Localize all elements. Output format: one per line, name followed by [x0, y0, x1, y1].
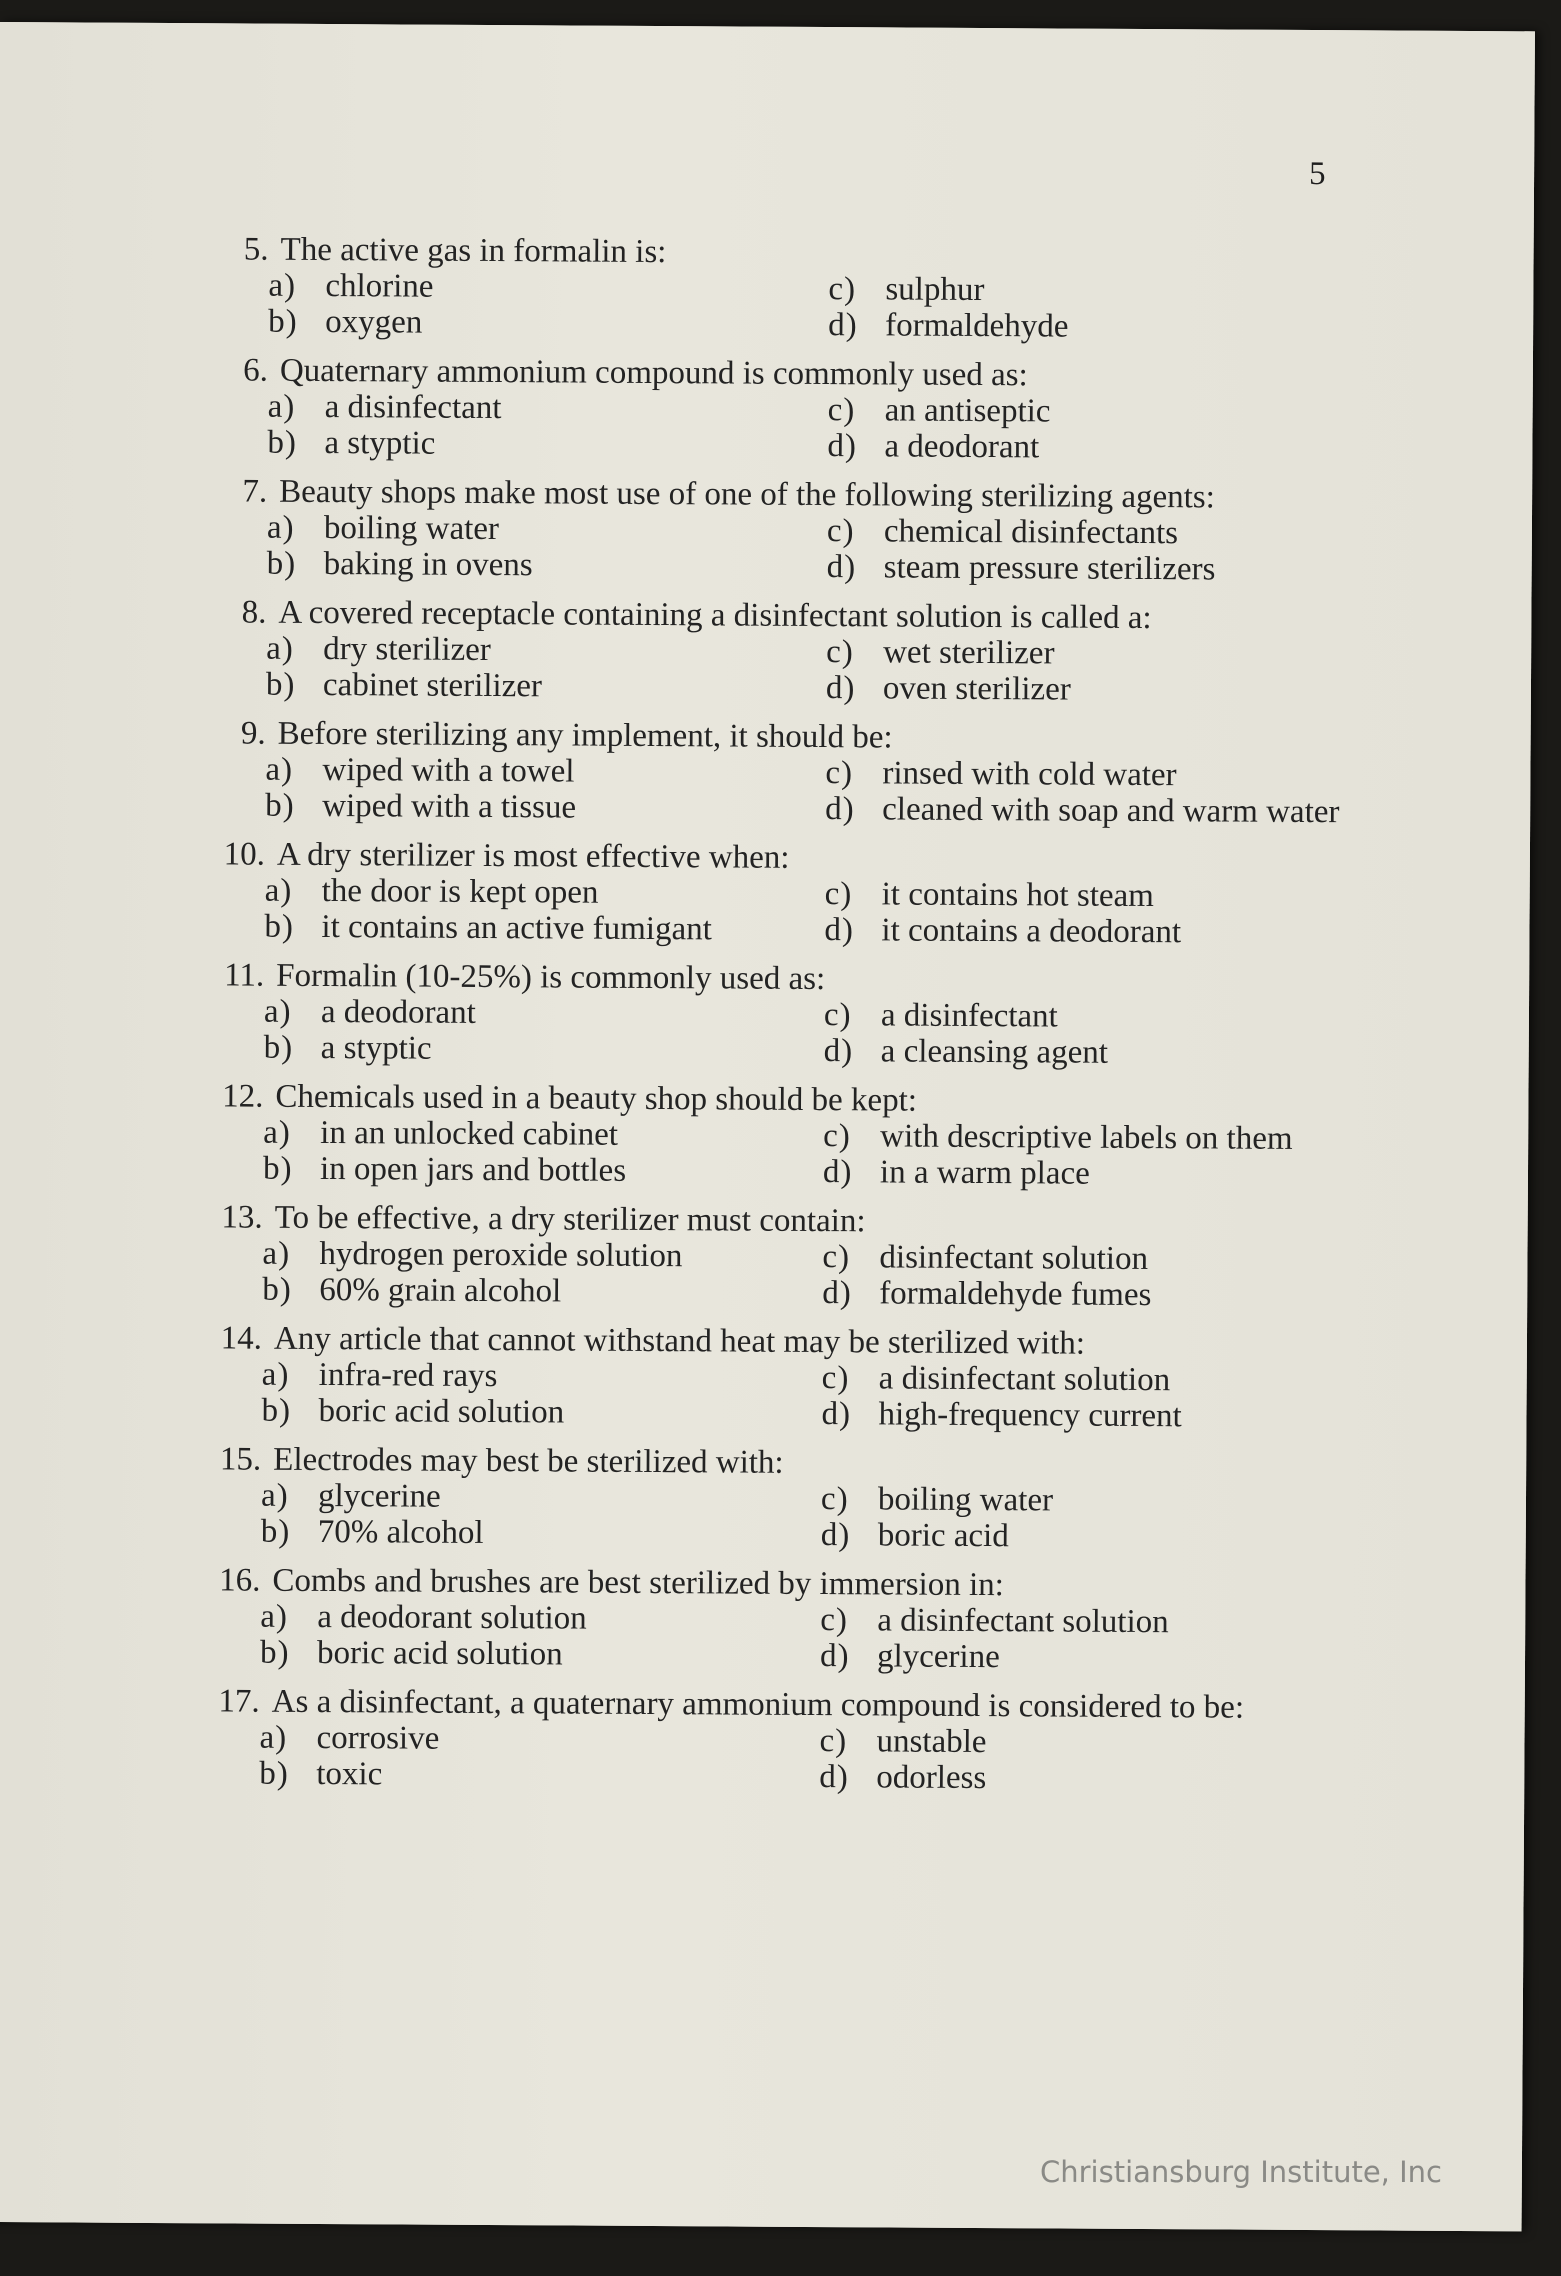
answer-option	[267, 425, 827, 464]
option-text: a cleansing agent	[880, 1033, 1109, 1071]
option-text: corrosive	[316, 1719, 440, 1757]
answer-option	[268, 268, 828, 307]
option-letter: c)	[821, 1360, 850, 1397]
answer-options	[260, 1599, 1320, 1677]
option-letter: b)	[261, 1392, 292, 1429]
option-letter: d)	[822, 1154, 853, 1191]
option-letter: c)	[819, 1723, 848, 1760]
option-text: toxic	[316, 1755, 383, 1793]
answer-option	[264, 1030, 824, 1069]
option-text: glycerine	[876, 1638, 1000, 1676]
option-text: cabinet sterilizer	[322, 666, 543, 705]
option-text: formaldehyde	[885, 307, 1069, 345]
option-text: sulphur	[885, 271, 985, 309]
answer-option	[820, 1638, 1380, 1677]
option-text: a disinfectant solution	[877, 1602, 1169, 1641]
option-text: the door is kept open	[321, 872, 599, 911]
answer-option	[266, 631, 826, 670]
question-number: 12.	[222, 1078, 264, 1115]
option-text: a deodorant solution	[317, 1598, 587, 1637]
question-item	[191, 1320, 1322, 1435]
answer-option	[823, 1154, 1383, 1193]
answer-option	[265, 788, 825, 827]
answer-option	[820, 1602, 1380, 1641]
option-letter: d)	[822, 1275, 852, 1312]
option-text: it contains hot steam	[881, 876, 1154, 915]
option-letter: a)	[265, 751, 294, 788]
question-text: To be effective, a dry sterilizer must contain:	[274, 1199, 866, 1240]
option-text: 60% grain alcohol	[319, 1271, 562, 1310]
option-letter: b)	[264, 908, 295, 945]
option-letter: a)	[267, 388, 296, 425]
question-number: 15.	[219, 1441, 262, 1478]
option-letter: b)	[259, 1634, 290, 1671]
answer-option	[822, 1360, 1382, 1399]
question-text: The active gas in formalin is:	[280, 231, 667, 271]
option-letter: d)	[821, 1396, 852, 1433]
answer-option	[824, 997, 1384, 1036]
answer-option	[823, 1118, 1383, 1157]
question-number: 6.	[243, 352, 268, 389]
option-letter: d)	[828, 307, 858, 344]
question-item	[197, 473, 1328, 588]
answer-option	[266, 667, 826, 706]
option-text: steam pressure sterilizers	[883, 549, 1216, 588]
answer-option	[825, 876, 1385, 915]
answer-option	[825, 755, 1385, 794]
answer-options	[264, 873, 1324, 951]
option-letter: b)	[268, 303, 298, 340]
option-letter: a)	[268, 267, 297, 304]
option-text: in open jars and bottles	[319, 1150, 627, 1189]
option-letter: a)	[264, 872, 293, 909]
question-item	[191, 1441, 1322, 1556]
answer-option	[262, 1272, 822, 1311]
answer-option	[824, 912, 1384, 951]
answer-options	[267, 510, 1327, 588]
answer-option	[261, 1514, 821, 1553]
answer-option	[819, 1759, 1379, 1798]
option-text: oven sterilizer	[882, 670, 1071, 708]
option-letter: a)	[263, 1114, 291, 1151]
answer-option	[267, 510, 827, 549]
option-text: wet sterilizer	[883, 634, 1055, 672]
answer-options	[266, 631, 1326, 709]
question-number: 17.	[218, 1683, 260, 1720]
question-item	[197, 352, 1328, 467]
answer-options	[261, 1478, 1321, 1556]
option-letter: c)	[827, 392, 856, 429]
answer-option	[262, 1357, 822, 1396]
answer-option	[259, 1756, 819, 1795]
question-item	[189, 1683, 1320, 1798]
question-item	[194, 836, 1325, 951]
option-text: oxygen	[325, 303, 423, 341]
question-item	[196, 594, 1327, 709]
question-number: 13.	[221, 1199, 263, 1236]
option-letter: c)	[820, 1602, 849, 1639]
answer-option	[822, 1275, 1382, 1314]
option-letter: c)	[824, 876, 853, 913]
option-text: unstable	[876, 1723, 987, 1761]
answer-options	[263, 1115, 1323, 1193]
answer-option	[826, 634, 1386, 673]
option-text: glycerine	[317, 1477, 441, 1515]
question-item	[194, 957, 1325, 1072]
answer-option	[821, 1396, 1381, 1435]
answer-option	[261, 1393, 821, 1432]
question-text: Any article that cannot withstand heat may be sterilized with:	[273, 1320, 1086, 1362]
option-text: it contains an active fumigant	[321, 908, 712, 948]
question-text: Electrodes may best be sterilized with:	[273, 1441, 784, 1481]
option-letter: d)	[825, 791, 855, 828]
question-number: 16.	[219, 1562, 261, 1599]
option-letter: a)	[260, 1477, 289, 1514]
question-item	[190, 1562, 1321, 1677]
option-letter: c)	[823, 1118, 851, 1155]
option-letter: b)	[262, 1271, 292, 1308]
answer-option	[264, 909, 824, 948]
question-text: Combs and brushes are best sterilized by immersion in:	[272, 1562, 1004, 1604]
option-text: odorless	[876, 1759, 987, 1797]
option-letter: d)	[823, 1033, 854, 1070]
question-number: 5.	[243, 231, 269, 268]
option-letter: c)	[822, 1239, 851, 1276]
option-letter: b)	[265, 666, 296, 703]
question-number: 7.	[242, 473, 268, 510]
option-text: a styptic	[324, 424, 436, 462]
option-text: a styptic	[320, 1029, 432, 1067]
answer-option	[268, 304, 828, 343]
option-letter: b)	[266, 545, 297, 582]
option-text: a deodorant	[884, 428, 1040, 466]
option-letter: a)	[266, 630, 294, 667]
option-letter: d)	[826, 549, 857, 586]
answer-options	[264, 994, 1324, 1072]
option-letter: a)	[262, 1235, 291, 1272]
option-letter: d)	[824, 912, 855, 949]
option-text: in a warm place	[879, 1154, 1090, 1192]
answer-option	[825, 791, 1385, 830]
option-text: boiling water	[877, 1481, 1054, 1519]
question-number: 8.	[241, 594, 267, 631]
option-letter: b)	[263, 1029, 294, 1066]
option-letter: b)	[260, 1513, 291, 1550]
option-letter: c)	[820, 1481, 849, 1518]
answer-option	[265, 873, 825, 912]
answer-option	[260, 1635, 820, 1674]
option-text: boric acid	[877, 1517, 1009, 1555]
document-page	[0, 22, 1535, 2231]
answer-option	[262, 1236, 822, 1275]
option-letter: d)	[827, 428, 858, 465]
answer-option	[260, 1599, 820, 1638]
option-letter: b)	[265, 787, 295, 824]
option-text: rinsed with cold water	[882, 755, 1177, 794]
question-text: Beauty shops make most use of one of the following sterilizing agents:	[279, 473, 1215, 516]
option-text: chemical disinfectants	[883, 513, 1179, 552]
question-text: Before sterilizing any implement, it should be:	[277, 715, 893, 756]
option-text: in an unlocked cabinet	[320, 1114, 619, 1153]
answer-option	[264, 994, 824, 1033]
option-letter: d)	[825, 670, 856, 707]
option-text: a disinfectant	[324, 388, 502, 427]
option-text: infra-red rays	[318, 1356, 498, 1395]
option-text: boric acid solution	[318, 1392, 565, 1431]
option-text: a disinfectant	[880, 997, 1058, 1035]
option-letter: c)	[828, 271, 857, 308]
question-text: As a disinfectant, a quaternary ammonium compound is considered to be:	[271, 1683, 1245, 1726]
page-number: 5	[1308, 155, 1326, 193]
question-item	[198, 231, 1329, 346]
answer-option	[822, 1239, 1382, 1278]
answer-options	[261, 1357, 1321, 1435]
answer-options	[268, 268, 1328, 346]
option-letter: d)	[820, 1517, 851, 1554]
question-list	[189, 231, 1340, 1811]
answer-option	[824, 1033, 1384, 1072]
option-letter: b)	[259, 1755, 289, 1792]
answer-option	[827, 428, 1387, 467]
option-text: with descriptive labels on them	[880, 1118, 1293, 1157]
question-text: Quaternary ammonium compound is commonly used as:	[279, 352, 1028, 394]
question-number: 10.	[223, 836, 266, 873]
option-letter: b)	[267, 424, 298, 461]
question-text: A dry sterilizer is most effective when:	[276, 836, 790, 876]
option-text: chlorine	[325, 267, 434, 305]
question-text: Formalin (10-25%) is commonly used as:	[276, 957, 826, 998]
option-text: dry sterilizer	[323, 630, 491, 669]
question-item	[193, 1078, 1324, 1193]
option-text: an antiseptic	[884, 392, 1051, 430]
answer-option	[261, 1478, 821, 1517]
question-number: 14.	[220, 1320, 263, 1357]
question-item	[192, 1199, 1323, 1314]
answer-option	[828, 392, 1388, 431]
answer-option	[826, 670, 1386, 709]
option-text: wiped with a tissue	[322, 787, 577, 826]
answer-option	[821, 1481, 1381, 1520]
option-letter: c)	[823, 997, 852, 1034]
option-text: a deodorant	[320, 993, 476, 1031]
answer-options	[267, 389, 1327, 467]
question-item	[195, 715, 1340, 831]
answer-option	[827, 513, 1387, 552]
question-text: Chemicals used in a beauty shop should be kept:	[275, 1078, 918, 1119]
answer-options	[265, 751, 1340, 831]
option-text: disinfectant solution	[879, 1239, 1149, 1278]
option-text: cleaned with soap and warm water	[882, 791, 1340, 831]
option-letter: a)	[261, 1356, 290, 1393]
answer-option	[827, 549, 1387, 588]
answer-option	[263, 1151, 823, 1190]
option-letter: c)	[826, 513, 855, 550]
answer-options	[259, 1720, 1319, 1798]
question-text: A covered receptacle containing a disinfectant solution is called a:	[278, 594, 1152, 637]
option-letter: a)	[266, 509, 295, 546]
option-letter: d)	[819, 1759, 849, 1796]
option-text: it contains a deodorant	[881, 912, 1182, 951]
option-letter: a)	[260, 1598, 289, 1635]
watermark: Christiansburg Institute, Inc	[1040, 2155, 1442, 2189]
option-text: formaldehyde fumes	[879, 1275, 1152, 1314]
option-letter: a)	[259, 1719, 288, 1756]
answer-option	[819, 1723, 1379, 1762]
question-number: 11.	[224, 957, 265, 994]
option-text: boric acid solution	[316, 1634, 563, 1673]
answer-option	[828, 307, 1388, 346]
answer-option	[267, 546, 827, 585]
answer-option	[268, 389, 828, 428]
answer-options	[262, 1236, 1322, 1314]
option-text: hydrogen peroxide solution	[319, 1235, 683, 1275]
option-letter: d)	[819, 1638, 850, 1675]
answer-option	[259, 1720, 819, 1759]
option-letter: c)	[826, 634, 854, 671]
option-letter: a)	[263, 993, 292, 1030]
option-text: a disinfectant solution	[878, 1360, 1171, 1399]
answer-option	[265, 752, 825, 791]
answer-option	[821, 1517, 1381, 1556]
option-letter: b)	[262, 1150, 293, 1187]
answer-option	[828, 271, 1388, 310]
option-text: baking in ovens	[323, 545, 533, 584]
question-number: 9.	[240, 715, 266, 752]
option-letter: c)	[825, 755, 854, 792]
answer-option	[263, 1115, 823, 1154]
option-text: 70% alcohol	[317, 1513, 484, 1551]
option-text: high-frequency current	[878, 1396, 1182, 1435]
option-text: boiling water	[323, 509, 500, 548]
option-text: wiped with a towel	[322, 751, 575, 790]
